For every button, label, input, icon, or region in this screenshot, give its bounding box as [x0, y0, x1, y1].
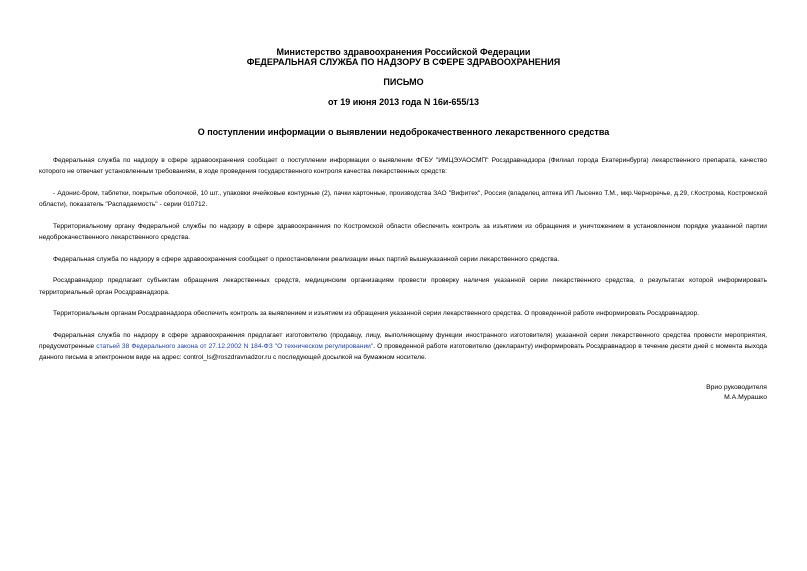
- document-subject: О поступлении информации о выявлении недоброкачественного лекарственного средства: [197, 127, 610, 137]
- manufacturer-text-end: . О проведенной работе изготовителю (декларанту) информировать Росздравнадзор в течение десяти дней с момента выхода данного письма в электронном виде на адрес: control_ls@roszdravnadzor.ru с последующей досылкой на бумажном носителе.: [39, 343, 767, 362]
- paragraph-product: - Адонис-бром, таблетки, покрытые оболочкой, 10 шт., упаковки ячейковые контурные (2), пачки картонные, производства ЗАО "Вифитех", Россия (владелец аптека ИП Лысенко Т.М., мкр.Черноречье, д.29, г.Кострома, Костромской области), показатель "Распадаемость" - серии 010712.: [39, 189, 767, 209]
- signatory-name: М.А.Мурашко: [724, 394, 767, 401]
- document-body: [39, 155, 767, 364]
- paragraph-check-request: Росздравнадзор предлагает субъектам обращения лекарственных средств, медицинским организациям провести проверку наличия указанной серии лекарственного средства, о результатах которой информировать территориальный орган Росздравнадзора.: [39, 277, 767, 296]
- document-date-number: от 19 июня 2013 года N 16и-655/13: [328, 97, 479, 107]
- law-article-link[interactable]: статьей 38 Федерального закона от 27.12.2002 N 184-ФЗ "О техническом регулировании": [96, 343, 374, 351]
- ministry-name: Министерство здравоохранения Российской Федерации: [276, 47, 531, 57]
- paragraph-suspension: Федеральная служба по надзору в сфере здравоохранения сообщает о приостановлении реализации иных партий вышеуказанной серии лекарственного средства.: [53, 255, 560, 263]
- manufacturer-text-start: Федеральная служба по надзору в сфере здравоохранения предлагает изготовителю (продавцу, лицу, выполняющему функции иностранного изготовителя) указанной серии лекарственного средства провести мероприятия, предусмотренные: [39, 332, 767, 351]
- paragraph-territorial-kostroma: Территориальному органу Федеральной службы по надзору в сфере здравоохранения по Костромской области обеспечить контроль за изъятием из обращения и уничтожением в установленном порядке указанной партии недоброкачественного лекарственного средства.: [39, 222, 767, 242]
- document-header: [0, 47, 807, 67]
- signatory-position: Врио руководителя: [706, 384, 767, 391]
- document-type: ПИСЬМО: [383, 77, 424, 87]
- signature-block: [706, 383, 767, 403]
- paragraph-manufacturer: [39, 330, 767, 364]
- service-name: ФЕДЕРАЛЬНАЯ СЛУЖБА ПО НАДЗОРУ В СФЕРЕ ЗДРАВООХРАНЕНИЯ: [246, 57, 561, 67]
- paragraph-notice: Федеральная служба по надзору в сфере здравоохранения сообщает о поступлении информации о выявлении ФГБУ "ИМЦЭУАОСМП" Росздравнадзора (Филиал города Екатеринбурга) лекарственного препарата, качество которого не отвечает установленным требованиям, в ходе проведения государственного контроля качества лекарственных средств:: [39, 157, 767, 176]
- paragraph-territorial-control: Территориальным органам Росздравнадзора обеспечить контроль за выявлением и изъятием из обращения указанной серии лекарственного средства. О проведенной работе информировать Росздравнадзор.: [53, 310, 699, 318]
